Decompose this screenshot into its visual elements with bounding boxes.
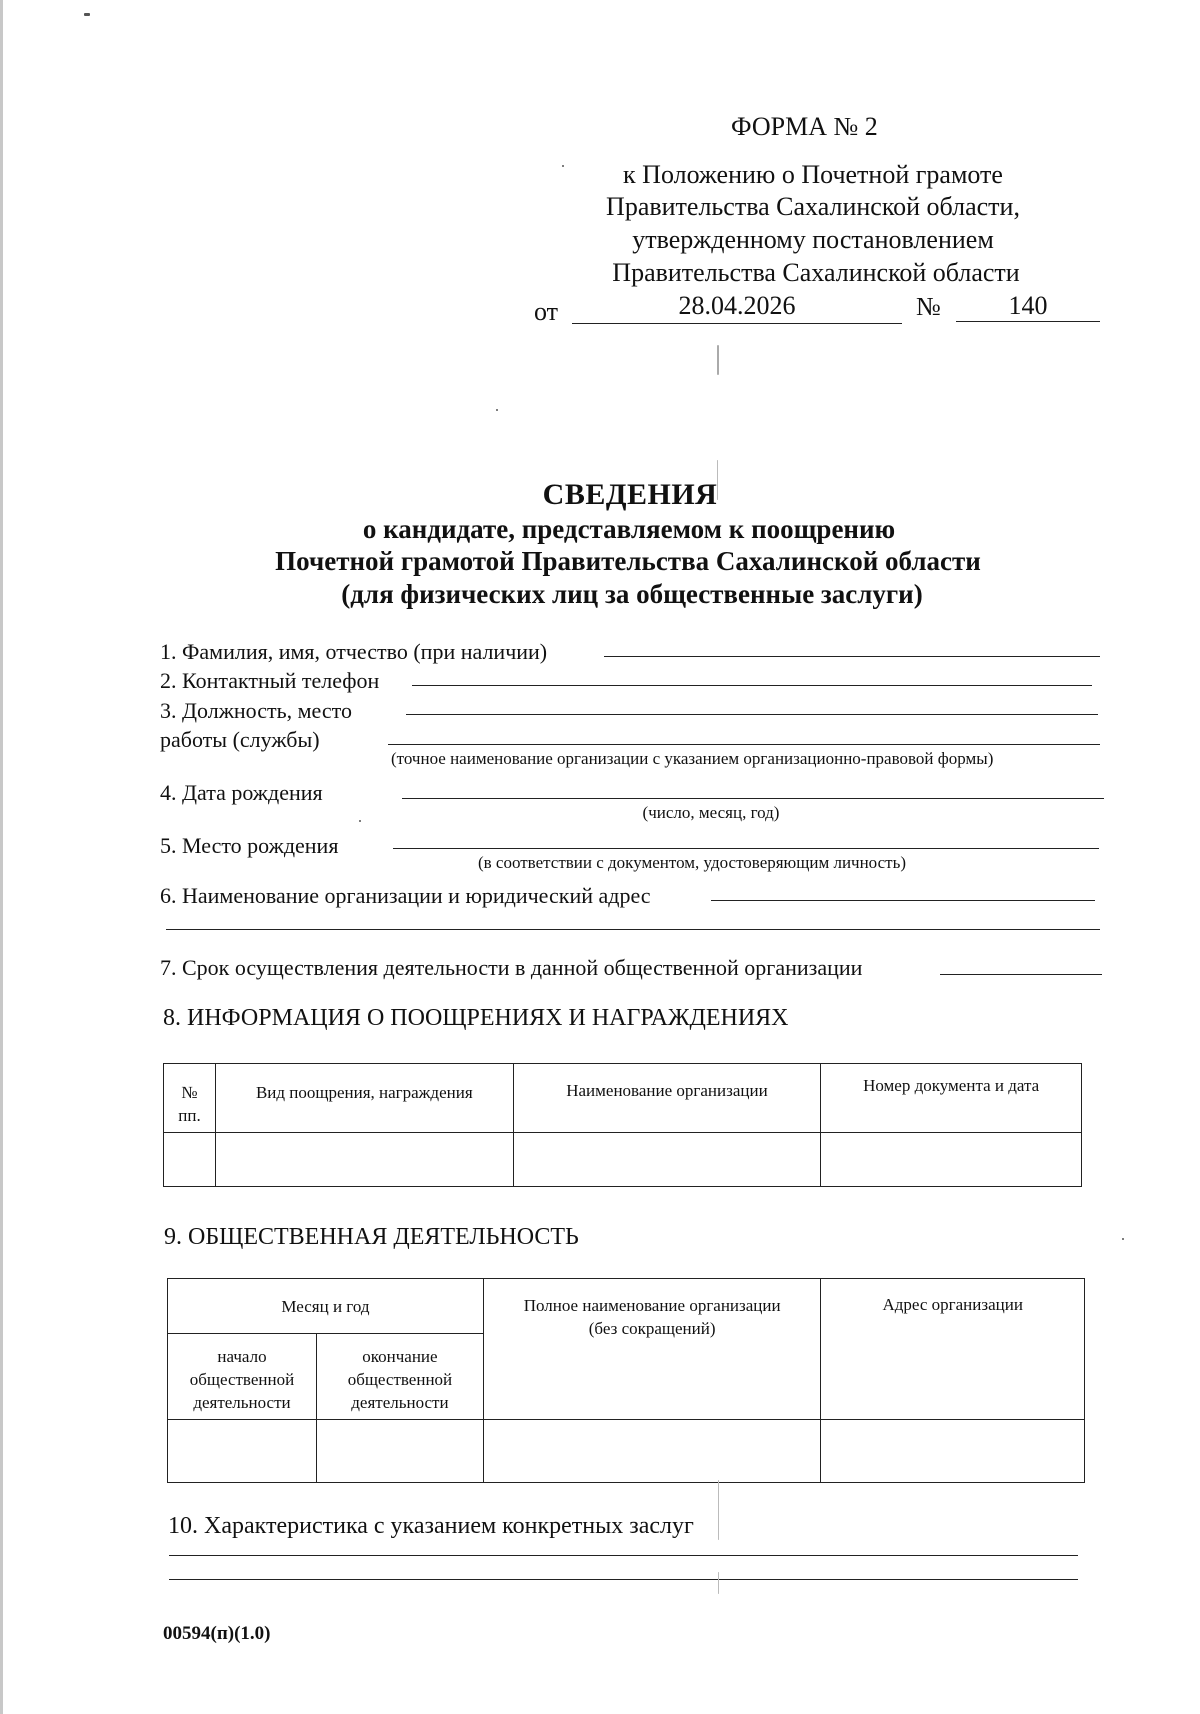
activity-cell-address[interactable] bbox=[821, 1420, 1085, 1483]
field-birth-date-label: 4. Дата рождения bbox=[160, 780, 323, 805]
characteristic-line-1[interactable] bbox=[169, 1555, 1078, 1556]
activity-cell-organization[interactable] bbox=[483, 1420, 821, 1483]
decree-date: 28.04.2026 bbox=[678, 291, 796, 320]
awards-col-organization: Наименование организации bbox=[513, 1064, 821, 1133]
field-position-line-2[interactable] bbox=[388, 744, 1100, 745]
document-subtitle-1: о кандидате, представляемом к поощрению bbox=[362, 514, 896, 544]
field-birthplace-hint: (в соответствии с документом, удостоверяющим личность) bbox=[477, 853, 907, 872]
public-activity-table bbox=[167, 1278, 1085, 1483]
scan-speck bbox=[84, 13, 90, 16]
annex-line-2: Правительства Сахалинской области, bbox=[606, 192, 1020, 221]
scan-speck bbox=[496, 409, 498, 411]
field-activity-term-label: 7. Срок осуществления деятельности в данной общественной организации bbox=[160, 955, 863, 980]
scan-speck bbox=[1122, 1238, 1124, 1240]
activity-cell-end[interactable] bbox=[316, 1420, 483, 1483]
field-organization-line-2[interactable] bbox=[166, 929, 1100, 930]
field-phone-line[interactable] bbox=[412, 685, 1092, 686]
activity-col-end: окончание общественной деятельности bbox=[316, 1334, 483, 1420]
scan-speck bbox=[717, 460, 718, 500]
number-underline bbox=[956, 321, 1100, 322]
field-birth-date-line[interactable] bbox=[402, 798, 1104, 799]
field-full-name-line[interactable] bbox=[604, 656, 1100, 657]
table-row bbox=[164, 1133, 1082, 1187]
section-10-heading: 10. Характеристика с указанием конкретных заслуг bbox=[168, 1513, 694, 1539]
awards-cell-type[interactable] bbox=[215, 1133, 513, 1187]
field-position-line-1[interactable] bbox=[406, 714, 1098, 715]
table-row bbox=[168, 1420, 1085, 1483]
awards-col-number: № пп. bbox=[164, 1064, 216, 1133]
scan-speck bbox=[718, 1480, 719, 1540]
characteristic-line-2[interactable] bbox=[169, 1579, 1078, 1580]
date-prefix: от bbox=[534, 297, 559, 326]
field-organization-label: 6. Наименование организации и юридический адрес bbox=[160, 883, 651, 908]
scan-speck bbox=[359, 820, 361, 822]
activity-cell-start[interactable] bbox=[168, 1420, 317, 1483]
field-full-name-label: 1. Фамилия, имя, отчество (при наличии) bbox=[160, 639, 548, 664]
section-9-heading: 9. ОБЩЕСТВЕННАЯ ДЕЯТЕЛЬНОСТЬ bbox=[164, 1224, 579, 1250]
awards-col-document: Номер документа и дата bbox=[821, 1064, 1082, 1133]
form-number-title: ФОРМА № 2 bbox=[731, 112, 878, 141]
activity-col-start: начало общественной деятельности bbox=[168, 1334, 317, 1420]
awards-cell-document[interactable] bbox=[821, 1133, 1082, 1187]
document-title: СВЕДЕНИЯ bbox=[542, 478, 718, 511]
scan-speck bbox=[718, 1572, 719, 1594]
field-birth-date-hint: (число, месяц, год) bbox=[642, 803, 780, 822]
section-8-heading: 8. ИНФОРМАЦИЯ О ПООЩРЕНИЯХ И НАГРАЖДЕНИЯХ bbox=[163, 1005, 789, 1031]
field-activity-term-line[interactable] bbox=[940, 974, 1102, 975]
document-subtitle-3: (для физических лиц за общественные заслуги) bbox=[341, 579, 923, 609]
scan-speck bbox=[717, 345, 719, 375]
awards-cell-organization[interactable] bbox=[513, 1133, 821, 1187]
awards-table-header-row bbox=[164, 1064, 1082, 1133]
date-underline bbox=[572, 323, 902, 324]
field-position-hint: (точное наименование организации с указанием организационно-правовой формы) bbox=[391, 749, 994, 768]
activity-table-header-row-1 bbox=[168, 1279, 1085, 1334]
awards-col-type: Вид поощрения, награждения bbox=[215, 1064, 513, 1133]
activity-col-organization: Полное наименование организации (без сокращений) bbox=[483, 1279, 821, 1420]
field-organization-line-1[interactable] bbox=[711, 900, 1095, 901]
field-position-label-1: 3. Должность, место bbox=[160, 698, 352, 723]
activity-col-month-year: Месяц и год bbox=[168, 1279, 484, 1334]
field-birthplace-line[interactable] bbox=[393, 848, 1099, 849]
annex-line-3: утвержденному постановлением bbox=[632, 225, 994, 254]
awards-table bbox=[163, 1063, 1082, 1187]
scan-edge-shadow bbox=[0, 0, 3, 1714]
field-position-label-2: работы (службы) bbox=[160, 727, 320, 752]
number-prefix: № bbox=[916, 292, 941, 321]
document-subtitle-2: Почетной грамотой Правительства Сахалинской области bbox=[275, 546, 981, 576]
annex-line-1: к Положению о Почетной грамоте bbox=[623, 160, 1003, 189]
field-birthplace-label: 5. Место рождения bbox=[160, 833, 339, 858]
field-phone-label: 2. Контактный телефон bbox=[160, 668, 380, 693]
document-code: 00594(п)(1.0) bbox=[163, 1623, 271, 1644]
annex-line-4: Правительства Сахалинской области bbox=[612, 258, 1020, 287]
awards-cell-number[interactable] bbox=[164, 1133, 216, 1187]
decree-number: 140 bbox=[1008, 291, 1048, 320]
activity-col-address: Адрес организации bbox=[821, 1279, 1085, 1420]
scan-speck bbox=[562, 165, 564, 167]
